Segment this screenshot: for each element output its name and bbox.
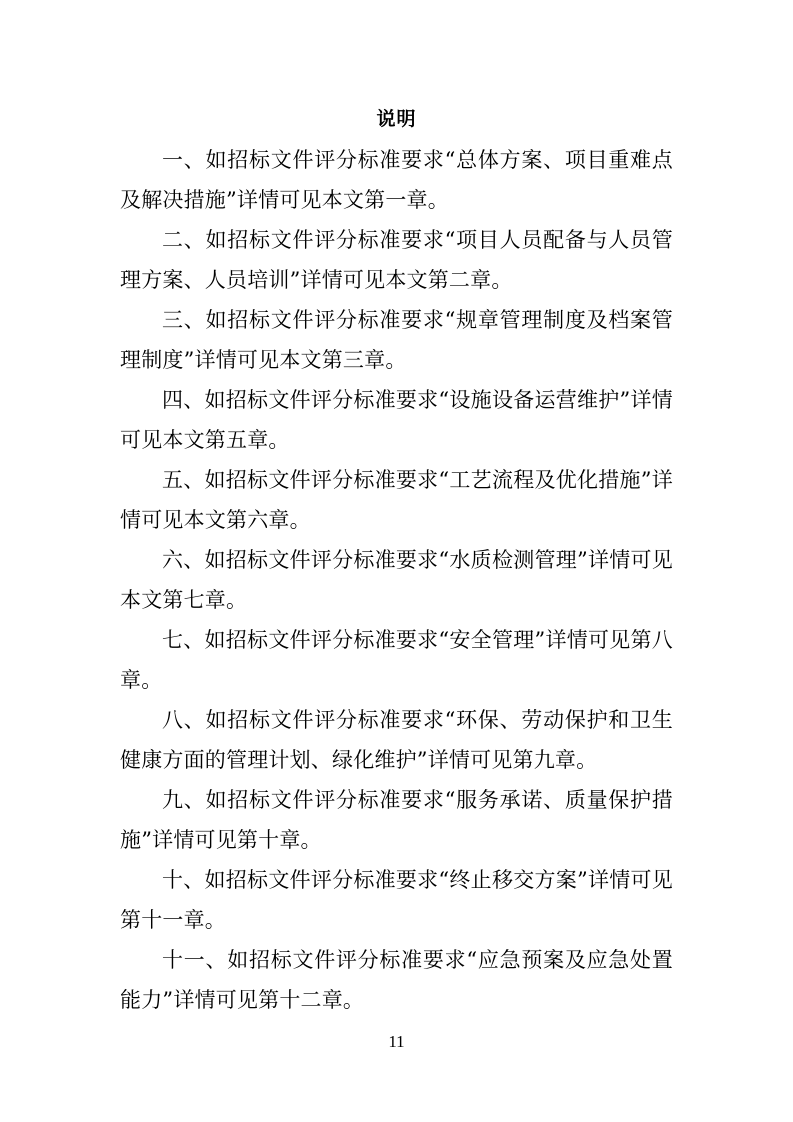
paragraph-10: 十、如招标文件评分标准要求“终止移交方案”详情可见第十一章。 [120, 868, 673, 932]
paragraph-7: 七、如招标文件评分标准要求“安全管理”详情可见第八章。 [120, 628, 673, 692]
paragraph-2: 二、如招标文件评分标准要求“项目人员配备与人员管理方案、人员培训”详情可见本文第二章。 [120, 228, 673, 292]
page-number: 11 [388, 1032, 405, 1051]
paragraph-9: 九、如招标文件评分标准要求“服务承诺、质量保护措施”详情可见第十章。 [120, 788, 673, 852]
body-text [120, 140, 673, 1020]
paragraph-1: 一、如招标文件评分标准要求“总体方案、项目重难点及解决措施”详情可见本文第一章。 [120, 148, 673, 212]
paragraph-4: 四、如招标文件评分标准要求“设施设备运营维护”详情可见本文第五章。 [120, 388, 673, 452]
page-title: 说明 [376, 108, 417, 130]
paragraph-5: 五、如招标文件评分标准要求“工艺流程及优化措施”详情可见本文第六章。 [120, 468, 673, 532]
paragraph-11: 十一、如招标文件评分标准要求“应急预案及应急处置能力”详情可见第十二章。 [120, 948, 673, 1012]
paragraph-8: 八、如招标文件评分标准要求“环保、劳动保护和卫生健康方面的管理计划、绿化维护”详情可见第九章。 [120, 708, 673, 772]
paragraph-3: 三、如招标文件评分标准要求“规章管理制度及档案管理制度”详情可见本文第三章。 [120, 308, 673, 372]
paragraph-6: 六、如招标文件评分标准要求“水质检测管理”详情可见本文第七章。 [120, 548, 673, 612]
